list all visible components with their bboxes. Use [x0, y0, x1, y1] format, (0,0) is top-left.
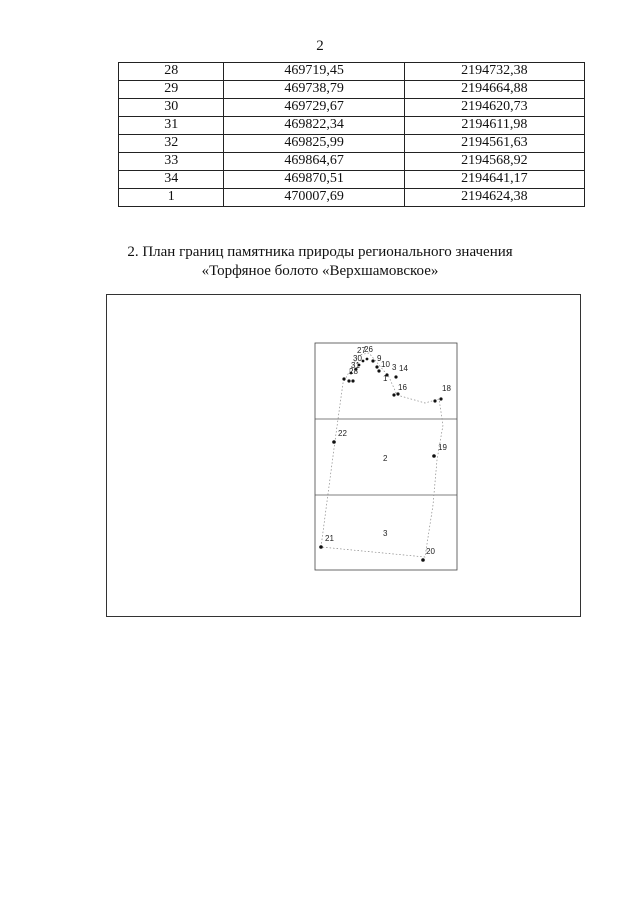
- coord-y-cell: 2194568,92: [404, 153, 584, 171]
- point-22: [332, 440, 336, 444]
- table-row: [119, 117, 585, 135]
- coord-y-cell: 2194620,73: [404, 99, 584, 117]
- boundary-plan-frame: [106, 294, 581, 617]
- svg-text:10: 10: [381, 360, 390, 369]
- coord-y-cell: 2194664,88: [404, 81, 584, 99]
- coord-x-cell: 469822,34: [224, 117, 404, 135]
- table-row: [119, 81, 585, 99]
- heading-line-2: «Торфяное болото «Верхшамовское»: [201, 263, 439, 279]
- point-19: [432, 454, 436, 458]
- point-number-cell: 32: [119, 135, 224, 153]
- top-cluster-labels: [349, 345, 397, 383]
- point-label-16: 16: [398, 383, 407, 392]
- point-number-cell: 28: [119, 63, 224, 81]
- svg-text:26: 26: [364, 345, 373, 354]
- svg-text:27: 27: [357, 346, 366, 355]
- coord-x-cell: 469870,51: [224, 171, 404, 189]
- point-number-cell: 29: [119, 81, 224, 99]
- point-21: [319, 545, 323, 549]
- point-label-20: 20: [426, 547, 435, 556]
- point-number-cell: 33: [119, 153, 224, 171]
- point-label-14: 14: [399, 364, 408, 373]
- point-number-cell: 31: [119, 117, 224, 135]
- coord-x-cell: 470007,69: [224, 189, 404, 207]
- table-row: [119, 153, 585, 171]
- coord-x-cell: 469729,67: [224, 99, 404, 117]
- boundary-line: [321, 353, 443, 557]
- page-number: 2: [316, 38, 324, 54]
- coordinates-table: [118, 62, 585, 207]
- table-row: [119, 135, 585, 153]
- svg-text:28: 28: [349, 367, 358, 376]
- point-label-21: 21: [325, 534, 334, 543]
- point-number-cell: 34: [119, 171, 224, 189]
- point-label-22: 22: [338, 429, 347, 438]
- coord-x-cell: 469738,79: [224, 81, 404, 99]
- coord-y-cell: 2194611,98: [404, 117, 584, 135]
- table-row: [119, 99, 585, 117]
- heading-line-1: 2. План границ памятника природы регионального значения: [127, 244, 513, 260]
- boundary-plan-map: [107, 295, 580, 616]
- svg-text:30: 30: [353, 354, 362, 363]
- point-20: [421, 558, 425, 562]
- coord-y-cell: 2194624,38: [404, 189, 584, 207]
- point-label-19: 19: [438, 443, 447, 452]
- point-number-cell: 1: [119, 189, 224, 207]
- coord-x-cell: 469719,45: [224, 63, 404, 81]
- coord-y-cell: 2194561,63: [404, 135, 584, 153]
- coord-y-cell: 2194732,38: [404, 63, 584, 81]
- table-row: [119, 189, 585, 207]
- coord-x-cell: 469825,99: [224, 135, 404, 153]
- zone-label-2: 2: [383, 454, 388, 463]
- svg-text:31: 31: [351, 361, 360, 370]
- point-label-18: 18: [442, 384, 451, 393]
- svg-text:9: 9: [377, 354, 382, 363]
- coord-y-cell: 2194641,17: [404, 171, 584, 189]
- svg-text:3: 3: [392, 363, 397, 372]
- zone-label-3: 3: [383, 529, 388, 538]
- svg-text:1: 1: [383, 374, 388, 383]
- table-row: [119, 171, 585, 189]
- table-row: [119, 63, 585, 81]
- section-heading: [0, 243, 640, 281]
- coord-x-cell: 469864,67: [224, 153, 404, 171]
- point-number-cell: 30: [119, 99, 224, 117]
